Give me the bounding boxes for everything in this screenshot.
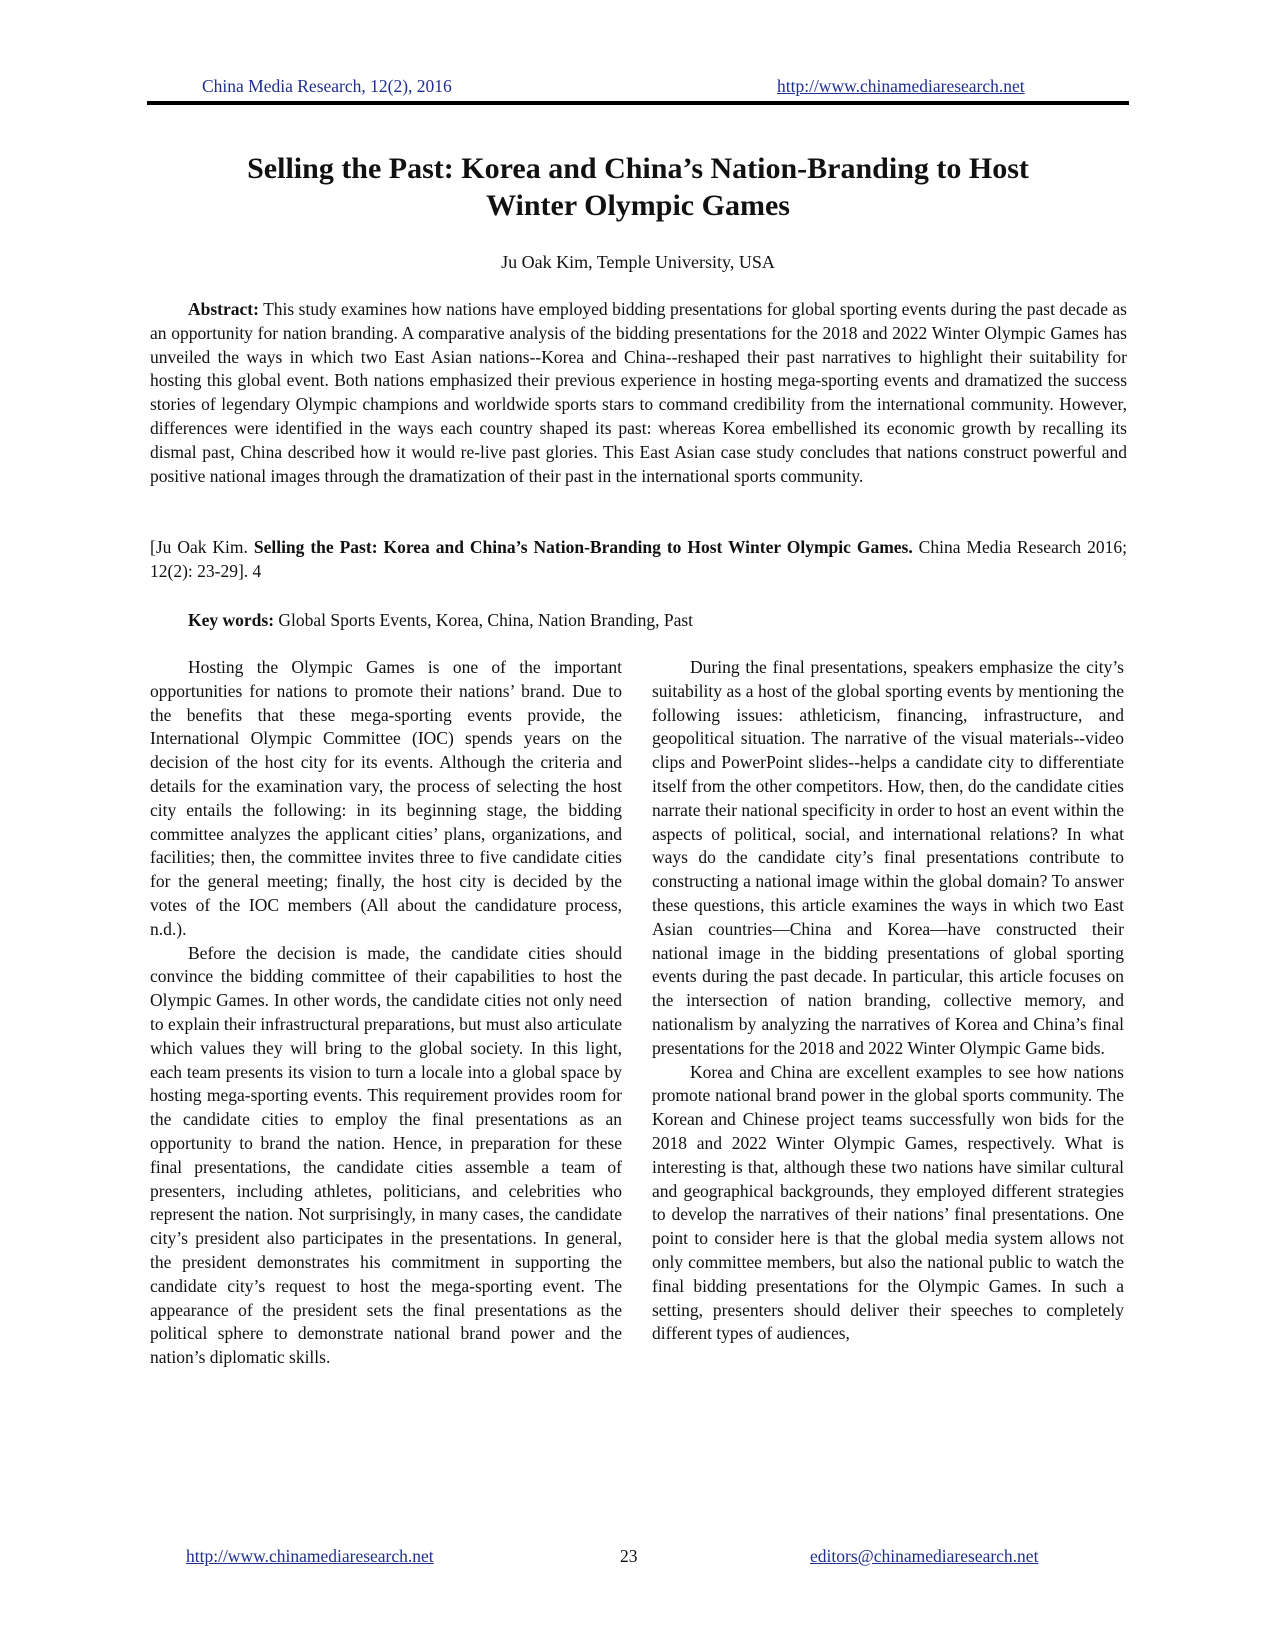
body-paragraph: During the final presentations, speakers emphasize the city’s suitability as a host of the global sporting events by mentioning the following issues: athleticism, financing, infrastructure, and geopolitical situation. The narrative of the visual materials--video clips and PowerPoint slides--helps a candidate city to differentiate itself from the other competitors. How, then, do the candidate cities narrate their national specificity in order to host an event within the aspects of political, social, and international relations? In what ways do the candidate city’s final presentations contribute to constructing a national image within the global domain? To answer these questions, this article examines the ways in which two East Asian countries—China and Korea—have constructed their national image in the bidding presentations of global sporting events during the past decade. In particular, this article focuses on the intersection of nation branding, collective memory, and nationalism by analyzing the narratives of Korea and China’s final presentations for the 2018 and 2022 Winter Olympic Game bids. <box>652 657 1124 1058</box>
body-column-right <box>652 656 1124 1346</box>
keywords-label: Key words: <box>188 610 275 630</box>
article-title-line1: Selling the Past: Korea and China’s Nation-Branding to Host <box>247 152 1029 185</box>
footer-url-link[interactable]: http://www.chinamediaresearch.net <box>186 1546 434 1566</box>
body-paragraph: Before the decision is made, the candidate cities should convince the bidding committee of their capabilities to host the Olympic Games. In other words, the candidate cities not only need to explain their infrastructural preparations, but must also articulate which values they will bring to the global society. In this light, each team presents its vision to turn a locale into a global space by hosting mega-sporting events. This requirement provides room for the candidate cities to employ the final presentations as an opportunity to brand the nation. Hence, in preparation for these final presentations, the candidate cities assemble a team of presenters, including athletes, politicians, and celebrities who represent the nation. Not surprisingly, in many cases, the candidate city’s president also participates in the presentations. In general, the president demonstrates his commitment in supporting the candidate city’s request to host the mega-sporting event. The appearance of the president sets the final presentations as the political sphere to demonstrate national brand power and the nation’s diplomatic skills. <box>150 942 622 1368</box>
abstract-text: This study examines how nations have employed bidding presentations for global sporting events during the past decade as an opportunity for nation branding. A comparative analysis of the bidding presentations for the 2018 and 2022 Winter Olympic Games has unveiled the ways in which two East Asian nations--Korea and China--reshaped their past narratives to highlight their suitability for hosting this global event. Both nations emphasized their previous experience in hosting mega-sporting events and dramatized the success stories of legendary Olympic champions and worldwide sports stars to command credibility from the international community. However, differences were identified in the ways each country shaped its past: whereas Korea embellished its economic growth by recalling its dismal past, China described how it would re-live past glories. This East Asian case study concludes that nations construct powerful and positive national images through the dramatization of their past in the international sports community. <box>150 299 1127 486</box>
body-column-left <box>150 656 622 1370</box>
author-line: Ju Oak Kim, Temple University, USA <box>501 252 775 272</box>
article-title <box>147 150 1129 224</box>
abstract <box>150 298 1127 488</box>
body-paragraph: Korea and China are excellent examples to see how nations promote national brand power in the global sports community. The Korean and Chinese project teams successfully won bids for the 2018 and 2022 Winter Olympic Games, respectively. What is interesting is that, although these two nations have similar cultural and geographical backgrounds, they employed different strategies to develop the narratives of their nations’ final presentations. One point to consider here is that the global media system allows not only committee members, but also the national public to watch the final bidding presentations for the Olympic Games. In such a setting, presenters should deliver their speeches to completely different types of audiences, <box>652 1061 1124 1344</box>
keywords <box>188 609 1128 631</box>
citation-title: Selling the Past: Korea and China’s Nation-Branding to Host Winter Olympic Games. <box>253 537 913 557</box>
header-url-link[interactable]: http://www.chinamediaresearch.net <box>777 76 1025 96</box>
header-rule <box>147 101 1129 105</box>
body-paragraph: Hosting the Olympic Games is one of the important opportunities for nations to promote their nations’ brand. Due to the benefits that these mega-sporting events provide, the International Olympic Committee (IOC) spends years on the decision of the host city for its events. Although the criteria and details for the examination vary, the process of selecting the host city entails the following: in its beginning stage, the bidding committee analyzes the applicant cities’ plans, organizations, and facilities; then, the committee invites three to five candidate cities for the general meeting; finally, the host city is decided by the votes of the IOC members (All about the candidature process, n.d.). <box>150 657 622 939</box>
keywords-text: Global Sports Events, Korea, China, Nation Branding, Past <box>278 610 694 630</box>
page-number: 23 <box>620 1546 638 1566</box>
citation-suffix: China Media Research 2016; 12(2): 23-29]. 4 <box>150 537 1127 581</box>
citation <box>150 536 1127 584</box>
abstract-label: Abstract: <box>188 299 259 319</box>
footer-email-link[interactable]: editors@chinamediaresearch.net <box>810 1546 1039 1566</box>
article-title-line2: Winter Olympic Games <box>486 189 790 222</box>
journal-name: China Media Research, 12(2), 2016 <box>202 76 452 96</box>
citation-prefix: [Ju Oak Kim. <box>150 537 248 557</box>
